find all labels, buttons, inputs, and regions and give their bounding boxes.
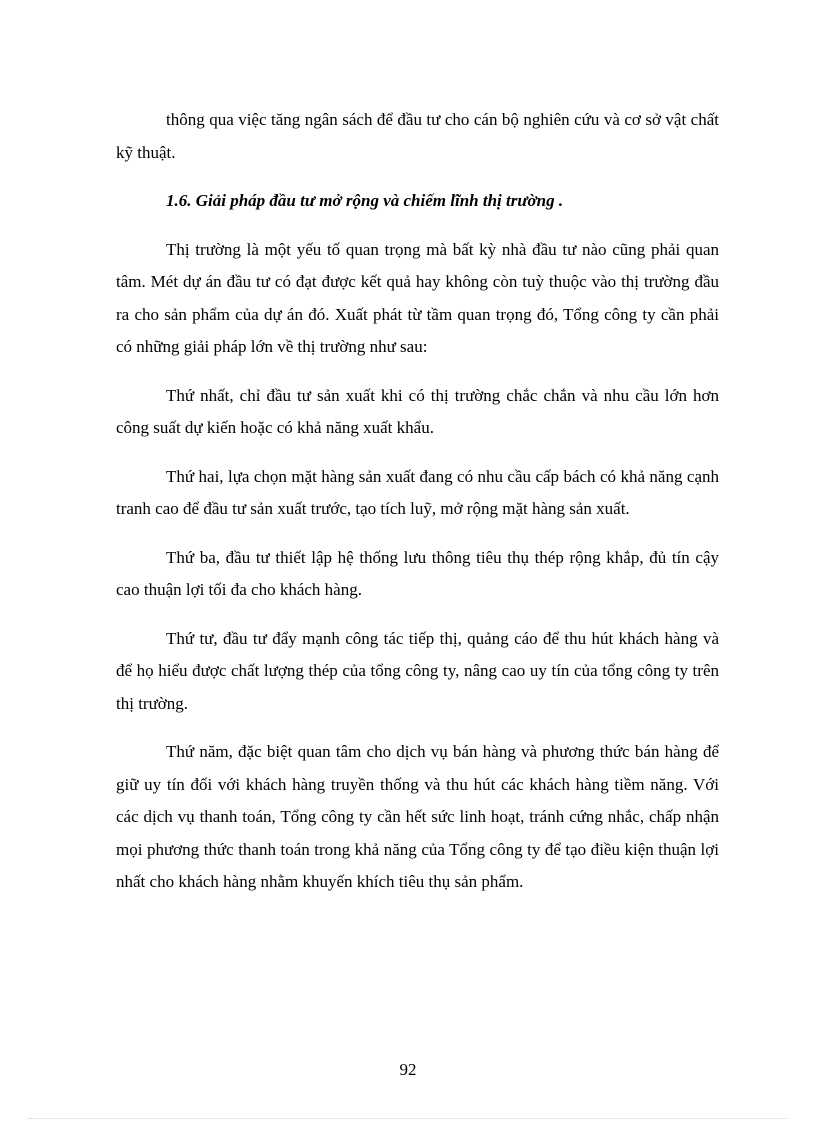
body-paragraph: Thứ nhất, chỉ đầu tư sản xuất khi có thị trường chắc chắn và nhu cầu lớn hơn công suất dự kiến hoặc có khả năng xuất khẩu. (116, 385, 719, 437)
body-paragraph: Thứ ba, đầu tư thiết lập hệ thống lưu thông tiêu thụ thép rộng khắp, đủ tín cậy cao thuận lợi tối đa cho khách hàng. (116, 547, 719, 599)
page-bottom-divider (28, 1118, 788, 1119)
page-number: 92 (399, 1060, 417, 1079)
document-page (116, 104, 719, 915)
body-paragraph: Thứ hai, lựa chọn mặt hàng sản xuất đang có nhu cầu cấp bách có khả năng cạnh tranh cao để đầu tư sản xuất trước, tạo tích luỹ, mở rộng mặt hàng sản xuất. (116, 466, 719, 518)
body-paragraph: Thị trường là một yếu tố quan trọng mà bất kỳ nhà đầu tư nào cũng phải quan tâm. Mét dự án đầu tư có đạt được kết quả hay không còn tuỳ thuộc vào thị trường đầu ra cho sản phẩm của dự án đó. Xuất phát từ tầm quan trọng đó, Tổng công ty cần phải có những giải pháp lớn về thị trường như sau: (116, 239, 719, 356)
body-paragraph: Thứ năm, đặc biệt quan tâm cho dịch vụ bán hàng và phương thức bán hàng để giữ uy tín đối với khách hàng truyền thống và thu hút các khách hàng tiềm năng. Với các dịch vụ thanh toán, Tổng công ty cần hết sức linh hoạt, tránh cứng nhắc, chấp nhận mọi phương thức thanh toán trong khả năng của Tổng công ty để tạo điều kiện thuận lợi nhất cho khách hàng nhằm khuyến khích tiêu thụ sản phẩm. (116, 742, 719, 891)
continuation-paragraph: thông qua việc tăng ngân sách để đầu tư cho cán bộ nghiên cứu và cơ sở vật chất kỹ thuật. (116, 110, 719, 162)
section-heading: 1.6. Giải pháp đầu tư mở rộng và chiếm lĩnh thị trường . (166, 191, 564, 210)
body-paragraph: Thứ tư, đầu tư đẩy mạnh công tác tiếp thị, quảng cáo để thu hút khách hàng và để họ hiểu được chất lượng thép của tổng công ty, nâng cao uy tín của tổng công ty trên thị trường. (116, 628, 719, 713)
